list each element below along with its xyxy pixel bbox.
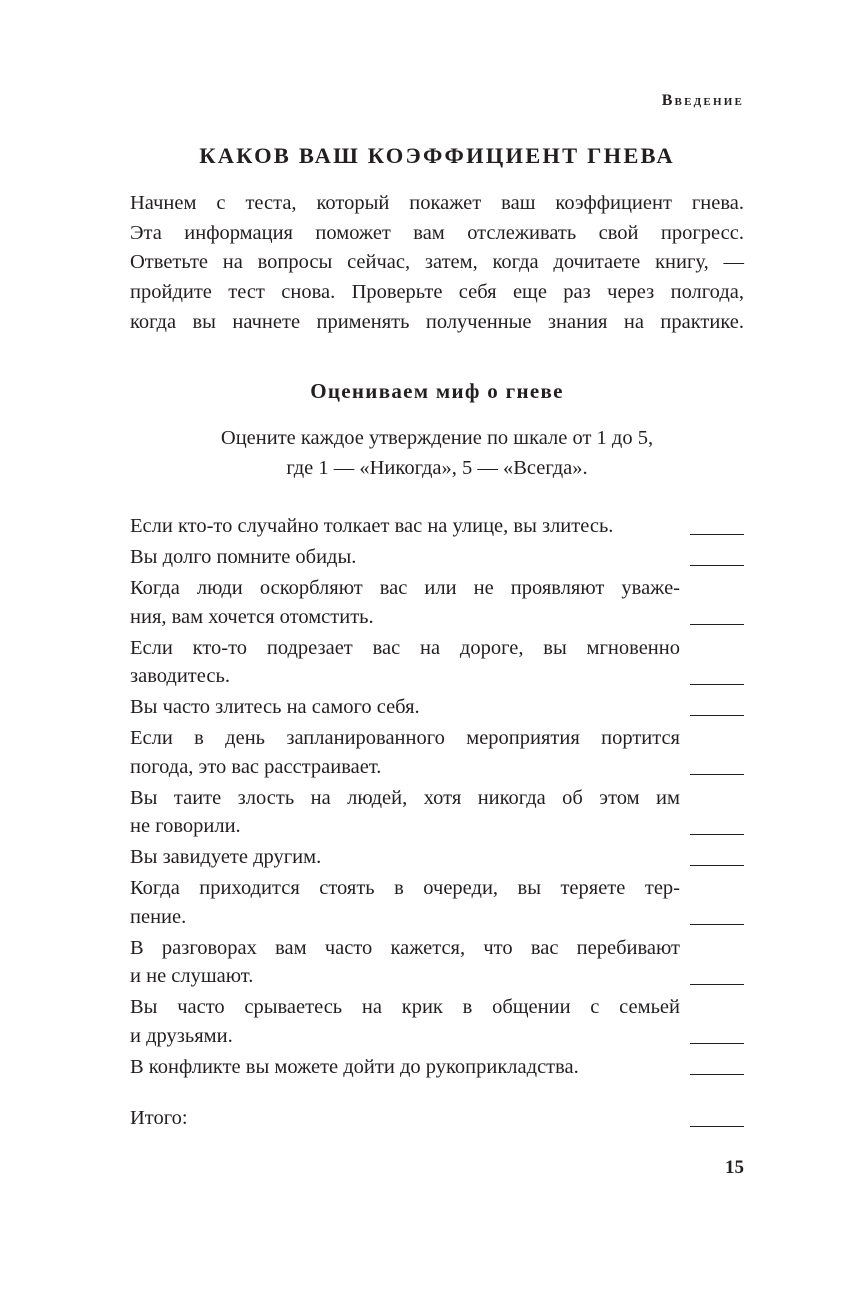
answer-blank[interactable] xyxy=(690,865,744,866)
section-title: КАКОВ ВАШ КОЭФФИЦИЕНТ ГНЕВА xyxy=(199,143,675,168)
quiz-item-line: ния, вам хочется отомстить. xyxy=(130,605,374,628)
intro-line: Ответьте на вопросы сейчас, затем, когда дочитаете книгу, — xyxy=(130,251,744,274)
quiz-item-text xyxy=(130,843,680,872)
running-head: Введение xyxy=(661,92,744,109)
quiz-item xyxy=(130,574,744,631)
intro-line: когда вы начнете применять полученные знания на практике. xyxy=(130,310,744,333)
quiz-item-text xyxy=(130,934,680,991)
quiz-item-line: Если в день запланированного мероприятия портится xyxy=(130,727,680,749)
quiz-item xyxy=(130,543,744,572)
quiz-item-text xyxy=(130,693,680,722)
intro-line: Начнем с теста, который покажет ваш коэффициент гнева. xyxy=(130,192,744,214)
total-answer-blank[interactable] xyxy=(690,1126,744,1127)
quiz-item-text xyxy=(130,634,680,691)
quiz-item xyxy=(130,724,744,781)
quiz-item-text xyxy=(130,724,680,781)
quiz-item xyxy=(130,874,744,931)
quiz-item-line: Вы долго помните обиды. xyxy=(130,546,357,568)
quiz-item-text xyxy=(130,574,680,631)
quiz-item-text xyxy=(130,993,680,1050)
quiz-item-line: не говорили. xyxy=(130,815,241,837)
quiz-item-text xyxy=(130,1053,680,1082)
quiz-item xyxy=(130,634,744,691)
page-number: 15 xyxy=(725,1157,744,1178)
quiz-item-line: Если кто-то подрезает вас на дороге, вы мгновенно xyxy=(130,636,680,659)
quiz-item-line: Вы часто срываетесь на крик в общении с семьей xyxy=(130,996,680,1018)
quiz-item-text xyxy=(130,512,680,541)
answer-blank[interactable] xyxy=(690,565,744,566)
quiz-item-line: Вы часто злитесь на самого себя. xyxy=(130,696,420,718)
quiz-item xyxy=(130,784,744,841)
answer-blank[interactable] xyxy=(690,715,744,716)
quiz-item xyxy=(130,512,744,541)
answer-blank[interactable] xyxy=(690,834,744,835)
intro-line: пройдите тест снова. Проверьте себя еще раз через полгода, xyxy=(130,281,744,304)
quiz-item-line: В разговорах вам часто кажется, что вас перебивают xyxy=(130,936,680,959)
quiz-item-line: Вы таите злость на людей, хотя никогда об этом им xyxy=(130,786,680,809)
quiz-instructions xyxy=(130,424,744,483)
quiz-item xyxy=(130,1053,744,1082)
quiz-item-line: Когда приходится стоять в очереди, вы теряете тер- xyxy=(130,877,680,899)
instruction-line: где 1 — «Никогда», 5 — «Всегда». xyxy=(286,456,588,479)
answer-blank[interactable] xyxy=(690,924,744,925)
quiz-item-text xyxy=(130,874,680,931)
quiz-item-line: Когда люди оскорбляют вас или не проявляют уваже- xyxy=(130,577,680,599)
intro-line: Эта информация поможет вам отслеживать свой прогресс. xyxy=(130,221,744,244)
quiz-item-line: погода, это вас расстраивает. xyxy=(130,755,382,778)
intro-paragraph xyxy=(130,189,744,337)
quiz-item xyxy=(130,934,744,991)
quiz-item-line: Если кто-то случайно толкает вас на улице, вы злитесь. xyxy=(130,515,614,537)
quiz-item-line: пение. xyxy=(130,905,187,928)
quiz-item-line: В конфликте вы можете дойти до рукоприкладства. xyxy=(130,1055,579,1078)
quiz-item-line: и друзьями. xyxy=(130,1024,233,1047)
answer-blank[interactable] xyxy=(690,774,744,775)
instruction-line: Оцените каждое утверждение по шкале от 1 до 5, xyxy=(220,427,654,449)
quiz-items-list xyxy=(130,512,744,1084)
answer-blank[interactable] xyxy=(690,684,744,685)
answer-blank[interactable] xyxy=(690,534,744,535)
quiz-title: Оцениваем миф о гневе xyxy=(310,379,564,403)
quiz-item xyxy=(130,843,744,872)
answer-blank[interactable] xyxy=(690,984,744,985)
quiz-item-text xyxy=(130,784,680,841)
quiz-item-line: заводитесь. xyxy=(130,665,230,687)
total-label: Итого: xyxy=(130,1107,188,1129)
total-row xyxy=(130,1103,744,1133)
answer-blank[interactable] xyxy=(690,1043,744,1044)
answer-blank[interactable] xyxy=(690,1074,744,1075)
quiz-item-line: Вы завидуете другим. xyxy=(130,846,322,868)
quiz-item-text xyxy=(130,543,680,572)
quiz-item-line: и не слушают. xyxy=(130,965,254,987)
quiz-item xyxy=(130,693,744,722)
quiz-item xyxy=(130,993,744,1050)
answer-blank[interactable] xyxy=(690,624,744,625)
